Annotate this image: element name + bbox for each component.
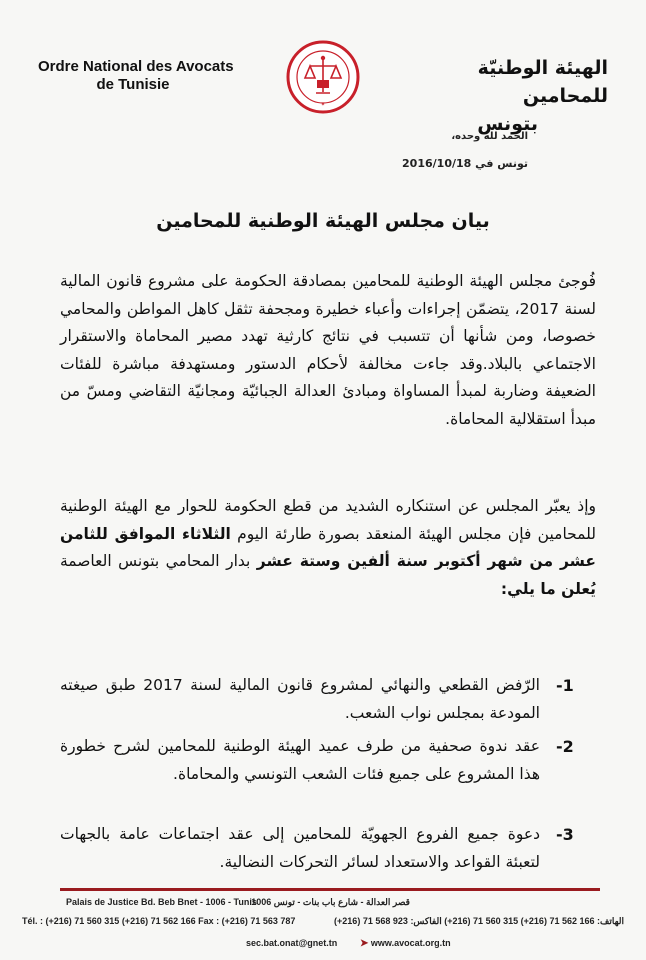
list-item	[60, 821, 596, 876]
paragraph-1: فُوجئ مجلس الهيئة الوطنية للمحامين بمصادقة الحكومة على مشروع قانون المالية لسنة 2017، يتضمّن إجراءات وأعباء خطيرة ومجحفة تثقل كاهل المواطن والمحامي خصوصا، ومن شأنها أن تتسبب في نتائج كارثية تهدد مصير المحاماة والاستقرار الاجتماعي بالبلاد.وقد جاءت مخالفة لأحكام الدستور ومستهدفة مباشرة للفئات الضعيفة وضاربة لمبدأ المساواة ومبادئ العدالة الجبائيّة ومجانيّة التقاضي ومسّ من مبدأ استقلالية المحاماة.	[60, 272, 596, 428]
document-title: بيان مجلس الهيئة الوطنية للمحامين	[156, 210, 490, 232]
list-item-number: -2	[556, 737, 574, 756]
header-fr-line1: Ordre National des Avocats	[38, 58, 234, 75]
arrow-right-icon: ➤	[360, 938, 369, 949]
header-ar-line2: بتونس	[477, 113, 538, 135]
footer-email[interactable]: sec.bat.onat@gnet.tn	[246, 938, 338, 948]
paragraph-2-part2: بدار المحامي بتونس العاصمة	[60, 552, 257, 570]
list-item-number: -3	[556, 825, 574, 844]
footer-divider	[60, 888, 600, 891]
document-date: تونس في 2016/10/18	[402, 157, 528, 170]
footer-website[interactable]: www.avocat.org.tn	[370, 938, 451, 948]
bar-association-seal-logo	[286, 40, 360, 114]
list-item	[60, 672, 596, 727]
greeting: الحمد لله وحده،	[451, 131, 528, 142]
footer-website-wrap	[360, 938, 451, 949]
header-fr-line2: de Tunisie	[96, 76, 170, 93]
list-item-number: -1	[556, 676, 574, 695]
footer-address-fr: Palais de Justice Bd. Beb Bnet - 1006 - Tunis	[66, 897, 257, 907]
paragraph-2-bold-date: الثلاثاء الموافق للثامن عشر من شهر أكتوبر سنة ألفين وستة عشر	[60, 524, 596, 570]
header-arabic	[418, 54, 608, 138]
footer-phone-ar: الهاتف: 166 562 71 (216+) 315 560 71 (216+) الفاكس: 923 568 71 (216+)	[334, 916, 624, 926]
list-item-text: دعوة جميع الفروع الجهويّة للمحامين إلى عقد اجتماعات عامة بالجهات لتعبئة القواعد والاستعداد لسائر التحركات النضالية.	[60, 825, 540, 871]
paragraph-2	[60, 493, 596, 603]
svg-text:✶: ✶	[320, 102, 326, 108]
paragraph-2-announce: يُعلن ما يلي:	[500, 579, 596, 598]
paragraph-2-part1: وإذ يعبّر المجلس عن استنكاره الشديد من قطع الحكومة للحوار مع الهيئة الوطنية للمحامين فإن مجلس الهيئة المنعقد بصورة طارئة اليوم	[60, 497, 596, 543]
list-item-text: عقد ندوة صحفية من طرف عميد الهيئة الوطنية للمحامين لشرح خطورة هذا المشروع على جميع فئات الشعب التونسي والمحاماة.	[60, 737, 540, 783]
footer-address-ar: قصر العدالة - شارع باب بنات - تونس 1006	[251, 897, 410, 907]
header-french	[38, 58, 234, 94]
footer-phone-fr: Tél. : (+216) 71 560 315 (+216) 71 562 166 Fax : (+216) 71 563 787	[22, 916, 296, 926]
header-ar-line1: الهيئة الوطنيّة للمحامين	[477, 57, 608, 107]
list-item	[60, 733, 596, 788]
list-item-text: الرّفض القطعي والنهائي لمشروع قانون المالية لسنة 2017 طبق صيغته المودعة بمجلس نواب الشعب.	[60, 676, 540, 722]
